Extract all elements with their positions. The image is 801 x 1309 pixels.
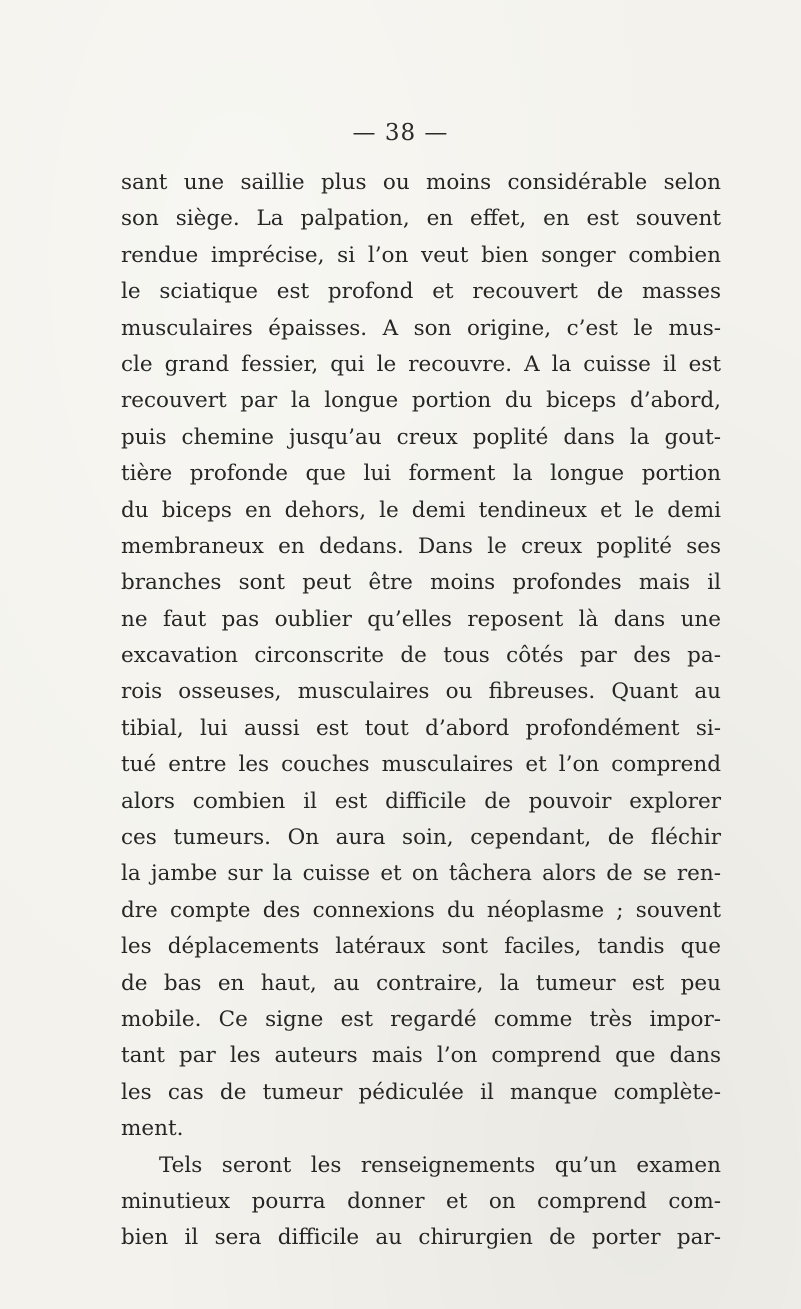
text-line: mobile. Ce signe est regardé comme très impor-: [121, 1006, 721, 1032]
text-line: ne faut pas oublier qu’elles reposent là dans une: [121, 606, 721, 632]
text-line: tué entre les couches musculaires et l’on comprend: [121, 752, 721, 778]
body-text: [121, 165, 721, 1257]
text-line: cle grand fessier, qui le recouvre. A la cuisse il est: [121, 351, 721, 377]
text-line: bien il sera difficile au chirurgien de porter par-: [121, 1225, 721, 1251]
text-line: la jambe sur la cuisse et on tâchera alors de se ren-: [121, 861, 721, 887]
text-line: rois osseuses, musculaires ou fibreuses. Quant au: [121, 679, 721, 705]
text-line: musculaires épaisses. A son origine, c’est le mus-: [121, 315, 721, 341]
paragraph-1: [121, 165, 721, 1148]
text-line: le sciatique est profond et recouvert de masses: [121, 279, 721, 305]
text-line: alors combien il est difficile de pouvoir explorer: [121, 788, 721, 814]
text-line: tière profonde que lui forment la longue portion: [121, 461, 721, 487]
text-line: recouvert par la longue portion du biceps d’abord,: [121, 388, 721, 414]
text-line: son siège. La palpation, en effet, en est souvent: [121, 206, 721, 232]
text-line: Tels seront les renseignements qu’un examen: [159, 1152, 721, 1178]
page-number: — 38 —: [352, 120, 449, 146]
text-line: excavation circonscrite de tous côtés par des pa-: [121, 643, 721, 669]
text-line: tibial, lui aussi est tout d’abord profondément si-: [121, 715, 721, 741]
text-line: dre compte des connexions du néoplasme ; souvent: [121, 897, 721, 923]
text-line: les cas de tumeur pédiculée il manque complète-: [121, 1079, 721, 1105]
text-line: ment.: [121, 1116, 184, 1142]
text-line: membraneux en dedans. Dans le creux poplité ses: [121, 533, 721, 559]
text-line: tant par les auteurs mais l’on comprend que dans: [121, 1043, 721, 1069]
text-line: puis chemine jusqu’au creux poplité dans la gout-: [121, 424, 721, 450]
text-line: les déplacements latéraux sont faciles, tandis que: [121, 934, 721, 960]
text-line: sant une saillie plus ou moins considérable selon: [121, 170, 721, 195]
paragraph-2: [121, 1148, 721, 1257]
text-line: de bas en haut, au contraire, la tumeur est peu: [121, 970, 721, 996]
text-line: rendue imprécise, si l’on veut bien songer combien: [121, 242, 721, 268]
text-line: ces tumeurs. On aura soin, cependant, de fléchir: [121, 825, 721, 851]
text-line: branches sont peut être moins profondes mais il: [121, 570, 721, 596]
text-line: du biceps en dehors, le demi tendineux et le demi: [121, 497, 721, 523]
text-line: minutieux pourra donner et on comprend com-: [121, 1188, 721, 1214]
